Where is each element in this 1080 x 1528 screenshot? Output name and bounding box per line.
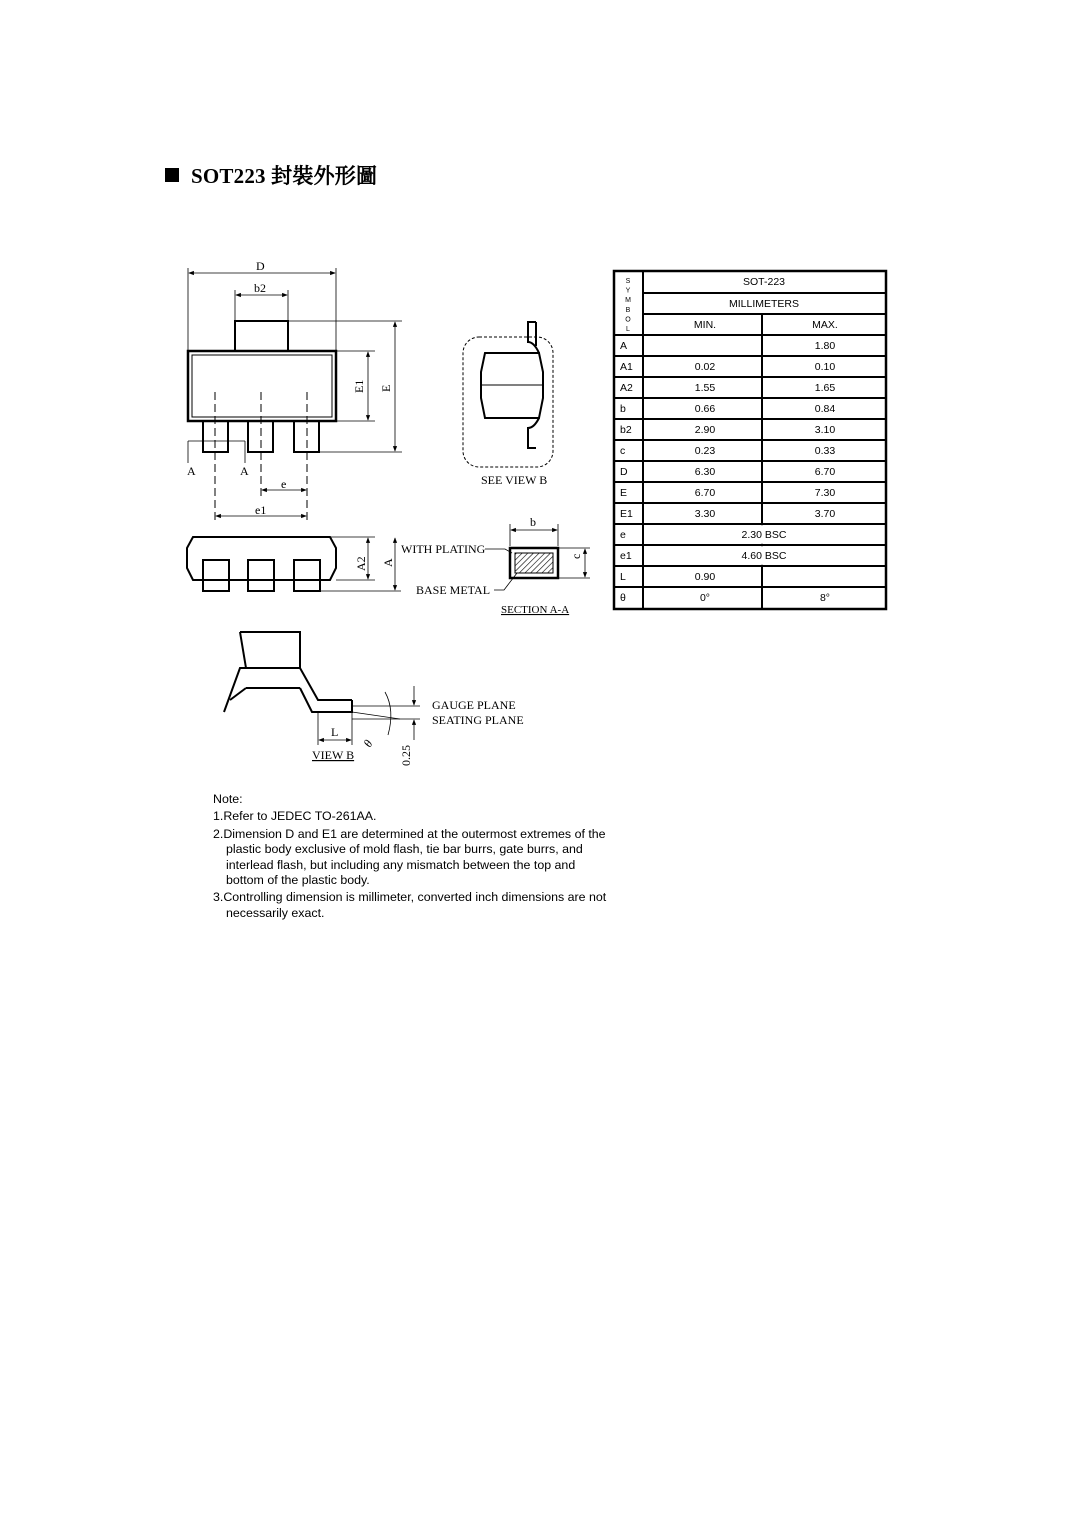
front-view [187,537,401,591]
view-b-title: VIEW B [312,748,355,762]
table-row-min: 6.70 [694,487,716,499]
table-symbol-header-letter: S [625,278,631,285]
table-row-symbol: E1 [620,508,633,520]
table-row-max: 0.84 [814,403,836,415]
table-row-min: 0.23 [694,445,716,457]
note-item-2: 2.Dimension D and E1 are determined at the outermost extremes of the plastic body exclusive of mold flash, tie bar burrs, gate burrs, and interlead flash, but including any mismatch between the top and bottom of the plastic body. [213,826,606,888]
see-view-b-label: SEE VIEW B [481,473,548,487]
section-label-A-left: A [187,464,196,478]
note-item-1: 1.Refer to JEDEC TO-261AA. [213,809,377,824]
with-plating-label: WITH PLATING [401,542,486,556]
table-row-max: 1.65 [814,382,836,394]
dim-label-D: D [256,259,265,273]
table-symbol-header-letter: M [625,297,631,305]
table-row-symbol: E [620,487,628,499]
table-row-symbol: A1 [620,361,633,373]
table-row-min: 6.30 [694,466,716,478]
table-row-max: 6.70 [814,466,836,478]
table-unit: MILLIMETERS [728,298,800,310]
dim-label-E1: E1 [352,379,366,393]
table-row-min: 3.30 [694,508,716,520]
notes-title: Note: [213,792,243,806]
table-row-max: 8° [819,592,831,604]
section-aa-title: SECTION A-A [501,604,570,616]
table-row-max: 1.80 [814,340,836,352]
table-row-symbol: e [620,529,626,541]
table-row-max: 7.30 [814,487,836,499]
dimension-table [614,271,886,609]
table-row-min: 0.90 [694,571,716,583]
section-label-A-right: A [240,464,249,478]
gauge-plane-label: GAUGE PLANE [432,698,516,712]
front-view-labels [354,556,395,571]
table-symbol-header-letter: B [625,306,631,314]
dim-label-A2: A2 [354,556,368,571]
table-symbol-header-letter: O [625,316,631,324]
dim-label-b2: b2 [254,281,266,295]
table-row-symbol: L [620,571,626,583]
table-row-min: 1.55 [694,382,716,394]
view-b-detail [224,632,420,745]
table-row-max: 3.10 [814,424,836,436]
table-row-symbol: c [620,445,626,457]
side-view-b [463,322,553,467]
table-row-span: 2.30 BSC [741,529,787,541]
notes-section [213,792,613,921]
table-row-span: 4.60 BSC [741,550,787,562]
seating-plane-label: SEATING PLANE [432,713,524,727]
table-row-max: 0.33 [814,445,836,457]
dim-label-e: e [281,477,287,491]
dim-label-c: c [569,553,583,559]
table-row-min: 0.02 [694,361,716,373]
note-item-3: 3.Controlling dimension is millimeter, converted inch dimensions are not necessarily exact. [213,890,607,920]
table-symbol-header-letter: Y [625,287,631,295]
table-row-min: 2.90 [694,424,716,436]
dim-label-b: b [530,515,536,529]
dim-label-e1: e1 [255,503,267,517]
table-col-min: MIN. [693,319,717,331]
table-row-min: 0° [699,592,711,604]
table-row-symbol: b2 [620,424,632,436]
table-row-max: 3.70 [814,508,836,520]
dim-label-L: L [331,725,339,739]
table-symbol-header-letter: L [626,326,630,333]
base-metal-label: BASE METAL [416,583,491,597]
table-row-symbol: A2 [620,382,633,394]
table-row-symbol: e1 [620,550,632,562]
table-row-min: 0.66 [694,403,716,415]
dim-label-E: E [379,384,393,392]
table-row-max: 0.10 [814,361,836,373]
table-row-symbol: θ [620,592,626,604]
dim-label-gauge: 0.25 [399,745,413,766]
table-row-symbol: A [620,340,628,352]
table-col-max: MAX. [812,319,838,331]
page-title: SOT223 封裝外形圖 [191,164,378,188]
dim-label-theta: θ [360,737,376,750]
top-view [188,268,402,520]
table-row-symbol: b [620,403,626,415]
view-b-labels [312,698,524,766]
table-row-symbol: D [620,466,628,478]
top-view-labels [187,259,393,517]
table-package-name: SOT-223 [742,276,786,288]
dim-label-A-side: A [381,558,395,567]
